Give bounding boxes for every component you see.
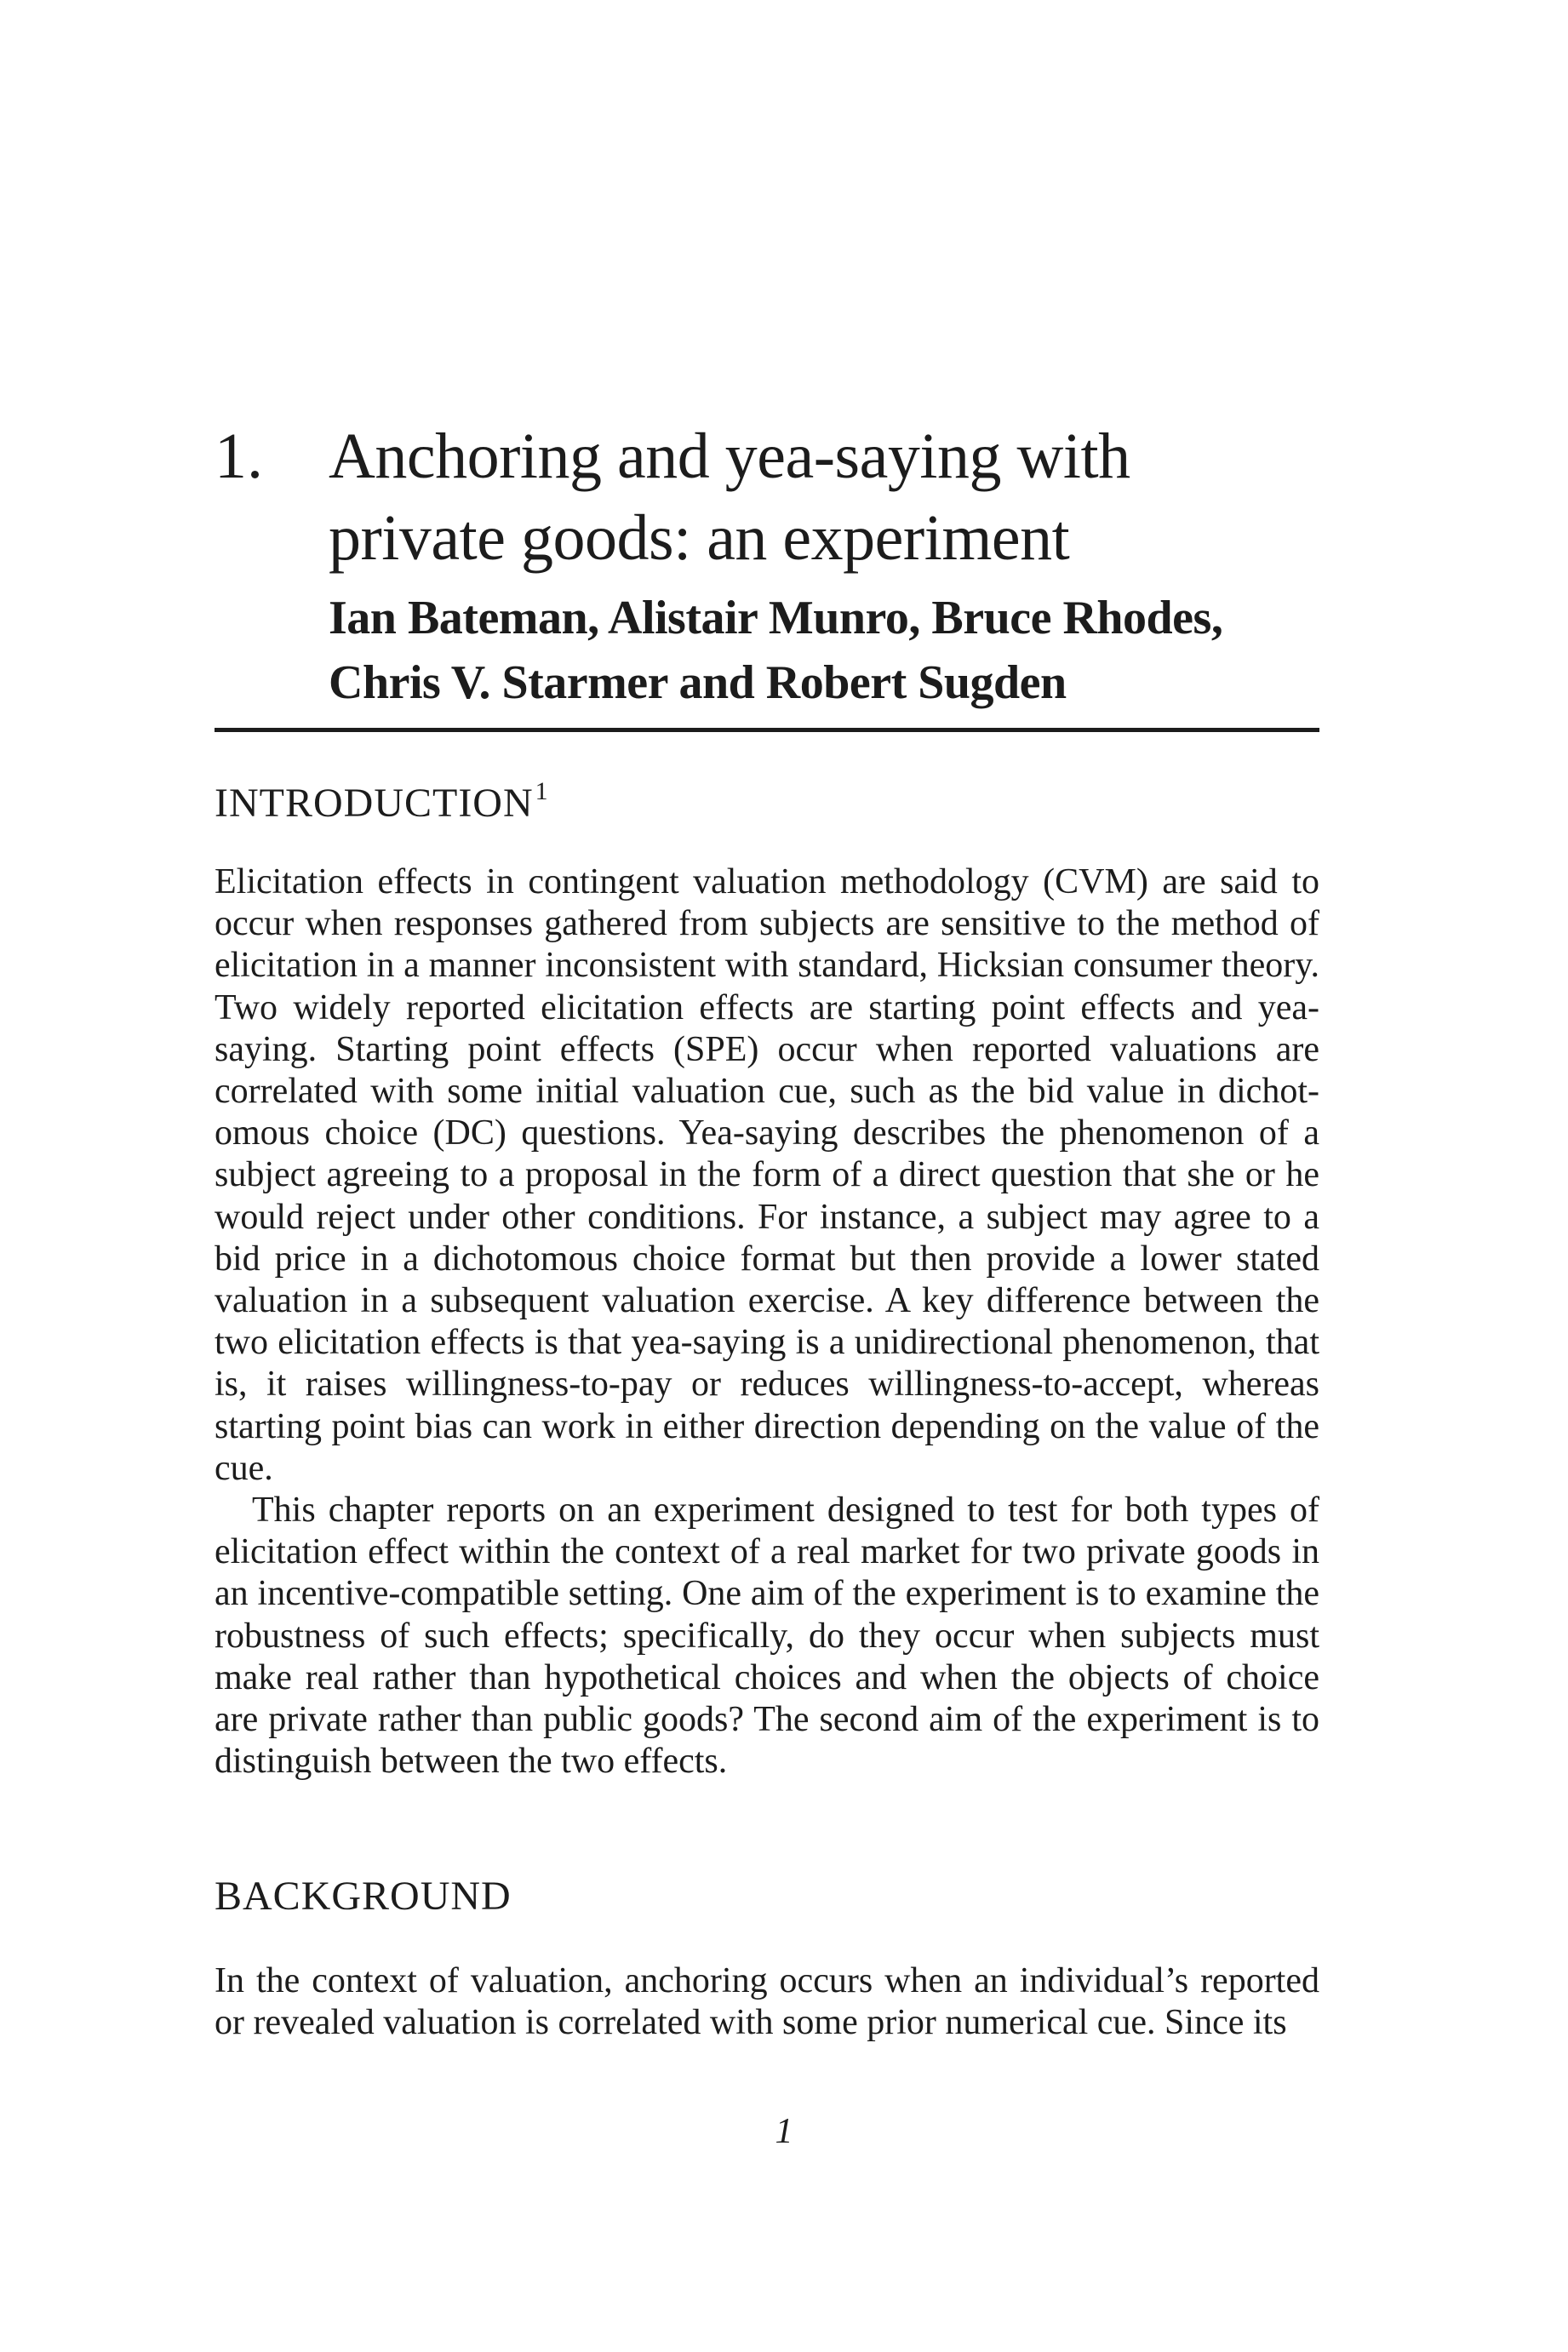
paragraph: Elicitation effects in contingent valuation methodology (CVM) are said to occur when responses gathered from subjects are sensitive to the method of elicitation in a manner inconsistent with standard, Hicksian consumer theory. Two widely reported elicitation effects are starting point effects and yea-saying. Starting point effects (SPE) occur when reported valuations are correlated with some initial valuation cue, such as the bid value in dichotomous choice (DC) questions. Yea-saying describes the phenomenon of a subject agreeing to a proposal in the form of a direct question that she or he would reject under other conditions. For instance, a subject may agree to a bid price in a dichotomous choice format but then provide a lower stated valuation in a subsequent valuation exercise. A key difference between the two elicitation effects is that yea-saying is a unidirectional phenomenon, that is, it raises willingness-to-pay or reduces willingness-to-accept, whereas starting point bias can work in either direction depending on the value of the cue.: [215, 862, 1319, 1488]
paragraph: This chapter reports on an experiment designed to test for both types of elicitation effect within the context of a real market for two private goods in an incentive-compatible setting. One aim of the experiment is to examine the robustness of such effects; specifically, do they occur when subjects must make real rather than hypothetical choices and when the objects of choice are private rather than public goods? The second aim of the experiment is to distinguish between the two effects.: [215, 1491, 1319, 1782]
section-heading-background: [215, 1871, 512, 1922]
section-heading-introduction: [215, 766, 549, 829]
chapter-title-line: Anchoring and yea-saying with: [329, 421, 1130, 492]
title-divider: [215, 728, 1319, 732]
page-number: 1: [775, 2112, 793, 2151]
section-heading-text: BACKGROUND: [215, 1874, 512, 1919]
introduction-body: [215, 861, 1319, 1783]
chapter-title-line: private goods: an experiment: [329, 502, 1070, 574]
author-list: [329, 586, 1350, 715]
paragraph: In the context of valuation, anchoring occurs when an individual’s reported or revealed valuation is correlated with some prior numerical cue. Since its: [215, 1961, 1319, 2043]
chapter-number: 1.: [215, 421, 263, 492]
chapter-title: [329, 415, 1350, 579]
author-line: Chris V. Starmer and Robert Sugden: [329, 656, 1067, 709]
footnote-marker[interactable]: 1: [535, 777, 549, 805]
section-heading-text: INTRODUCTION: [215, 781, 534, 826]
author-line: Ian Bateman, Alistair Munro, Bruce Rhodes,: [329, 592, 1223, 644]
background-body: [215, 1960, 1319, 2044]
